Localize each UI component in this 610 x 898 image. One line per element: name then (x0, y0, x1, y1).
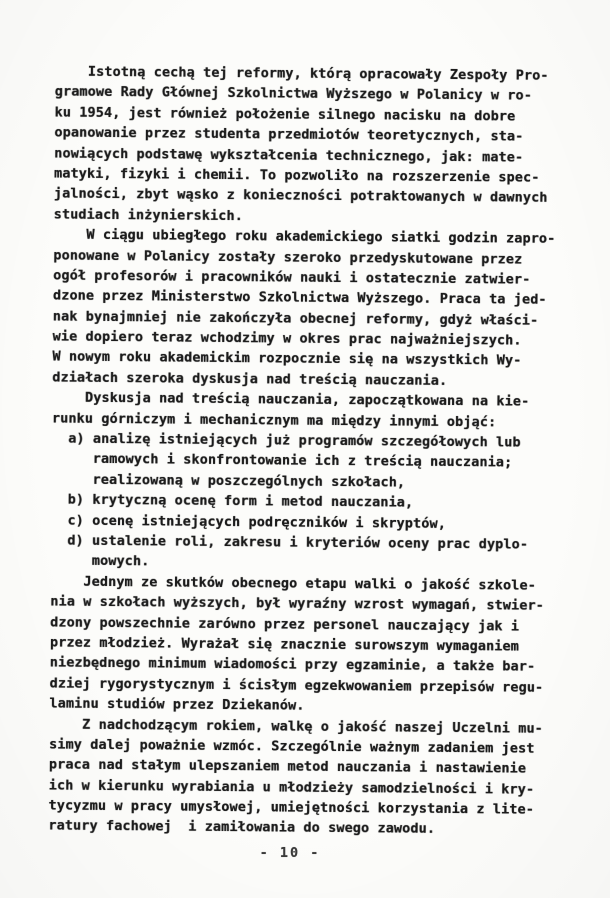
text-line: runku górniczym i mechanicznym ma między innymi objąć: (51, 410, 497, 431)
text-line: działach szeroka dyskusja nad treścią nauczania. (52, 369, 448, 389)
text-line: d) ustalenie roli, zakresu i kryteriów oceny prac dyplo- (50, 532, 529, 553)
text-line: realizowaną w poszczególnych szkołach, (51, 471, 406, 491)
document-text (48, 62, 570, 841)
text-line: nak bynajmniej nie zakończyła obecnej reformy, gdyż właści- (52, 308, 539, 329)
text-line: matyki, fizyki i chemii. To pozwoliło na rozszerzenie spec- (53, 165, 540, 186)
text-line: dzony powszechnie zarówno przez personel nauczający jak i (50, 614, 520, 635)
text-line: W ciągu ubiegłego roku akademickiego siatki godzin zapro- (53, 226, 556, 248)
text-line: praca nad stałym ulepszaniem metod nauczania i nastawienie (48, 756, 527, 777)
text-line: Jednym ze skutków obecnego etapu walki o jakość szkole- (50, 573, 536, 594)
text-line: ratury fachowej i zamiłowania do swego zawodu. (48, 817, 436, 838)
text-line: gramowe Rady Głównej Szkolnictwa Wyższego w Polanicy w ro- (54, 83, 533, 105)
text-line: ogół profesorów i pracowników nauki i ostatecznie zatwier- (53, 267, 531, 288)
text-line: ramowych i skonfrontowanie ich z treścią nauczania; (51, 450, 513, 471)
text-line: przez młodzież. Wyrażał się znacznie surowszym wymaganiem (49, 634, 519, 655)
text-line: W nowym roku akademickim rozpocznie się na wszystkich Wy- (52, 348, 522, 370)
page-number: - 10 - (259, 845, 321, 861)
text-line: wie dopiero teraz wchodzimy w okres prac najważniejszych. (52, 328, 522, 349)
text-line: niezbędnego minimum wiadomości przy egzaminie, a także bar- (49, 654, 536, 676)
text-line: Z nadchodzącym rokiem, walkę o jakość naszej Uczelni mu- (49, 715, 543, 737)
text-line: nia w szkołach wyższych, był wyraźny wzrost wymagań, stwier- (50, 593, 545, 614)
text-line: studiach inżynierskich. (53, 206, 243, 224)
text-line: laminu studiów przez Dziekanów. (49, 695, 305, 714)
text-line: opanowanie przez studenta przedmiotów teoretycznych, sta- (54, 124, 524, 145)
text-line: tycyzmu w pracy umysłowej, umiejętności korzystania z lite- (48, 797, 535, 818)
text-line: Dyskusja nad treścią nauczania, zapoczątkowana na kie- (52, 389, 530, 410)
text-line: dziej rygorystycznym i ścisłym egzekwowaniem przepisów regu- (49, 675, 544, 696)
text-line: ich w kierunku wyrabiania u młodzieży samodzielności i kry- (48, 777, 535, 798)
text-line: a) analizę istniejących już programów szczegółowych lub (51, 430, 521, 451)
text-line: mowych. (50, 552, 150, 570)
text-line: b) krytyczną ocenę form i metod nauczania, (51, 491, 414, 511)
text-line: Istotną cechą tej reformy, którą opracowały Zespoły Pro- (54, 63, 549, 84)
text-line: ku 1954, jest również położenie silnego nacisku na dobre (54, 104, 516, 125)
text-line: jalności, zbyt wąsko z konieczności potraktowanych w dawnych (53, 185, 548, 207)
text-line: dzone przez Ministerstwo Szkolnictwa Wyższego. Praca ta jed- (52, 287, 547, 309)
text-line: ponowane w Polanicy zostały szeroko przedyskutowane przez (53, 247, 523, 268)
text-line: c) ocenę istniejących podręczników i skryptów, (50, 512, 447, 532)
text-line: nowiących podstawę wykształcenia technicznego, jak: mate- (54, 145, 524, 166)
text-line: simy dalej poważnie wzmóc. Szczególnie ważnym zadaniem jest (48, 736, 535, 757)
